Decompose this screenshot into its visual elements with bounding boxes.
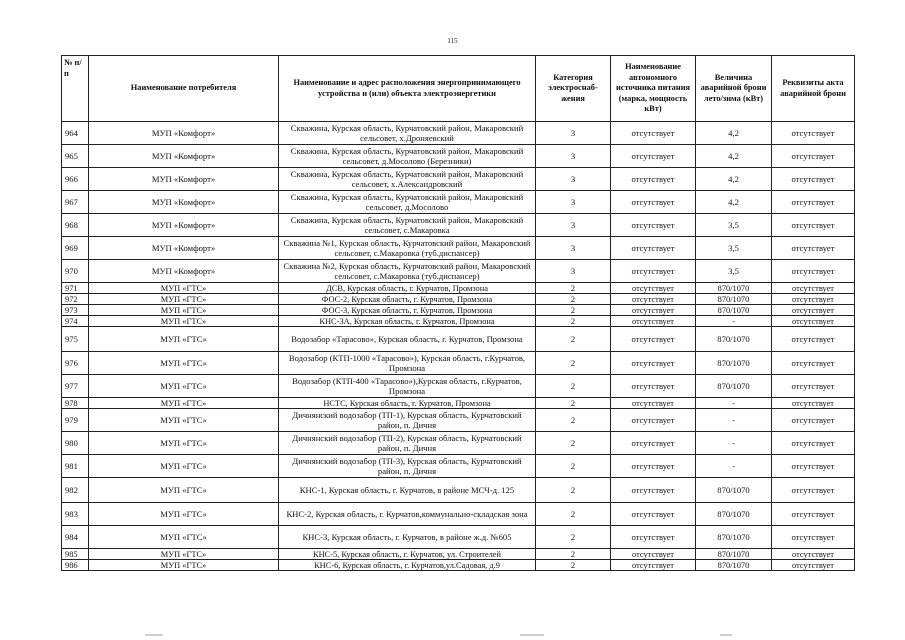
reserve-value: 870/1070 bbox=[696, 294, 772, 305]
supply-category: 2 bbox=[536, 283, 611, 294]
autonomous-source: отсутствует bbox=[611, 214, 696, 237]
reserve-value: 3,5 bbox=[696, 237, 772, 260]
table-row bbox=[62, 478, 855, 503]
table-header bbox=[62, 56, 855, 122]
row-number: 973 bbox=[62, 305, 89, 316]
autonomous-source: отсутствует bbox=[611, 305, 696, 316]
reserve-act: отсутствует bbox=[772, 327, 855, 352]
consumer-name: МУП «ГТС» bbox=[89, 352, 279, 375]
table-row bbox=[62, 168, 855, 191]
object-address: Скважина, Курская область, Курчатовский район, Макаровский сельсовет, х.Дроняевский bbox=[279, 122, 536, 145]
row-number: 980 bbox=[62, 432, 89, 455]
row-number: 974 bbox=[62, 316, 89, 327]
autonomous-source: отсутствует bbox=[611, 455, 696, 478]
reserve-act: отсутствует bbox=[772, 478, 855, 503]
autonomous-source: отсутствует bbox=[611, 526, 696, 549]
row-number: 971 bbox=[62, 283, 89, 294]
autonomous-source: отсутствует bbox=[611, 145, 696, 168]
row-number: 970 bbox=[62, 260, 89, 283]
autonomous-source: отсутствует bbox=[611, 503, 696, 526]
reserve-value: - bbox=[696, 409, 772, 432]
table-row bbox=[62, 352, 855, 375]
reserve-value: 870/1070 bbox=[696, 327, 772, 352]
consumer-name: МУП «ГТС» bbox=[89, 503, 279, 526]
table-row bbox=[62, 398, 855, 409]
row-number: 968 bbox=[62, 214, 89, 237]
supply-category: 3 bbox=[536, 260, 611, 283]
object-address: КНС-2, Курская область, г. Курчатов,коммунально-складская зона bbox=[279, 503, 536, 526]
object-address: Дичнянский водозабор (ТП-2), Курская область, Курчатовский район, п. Дичня bbox=[279, 432, 536, 455]
reserve-value: - bbox=[696, 432, 772, 455]
consumer-name: МУП «ГТС» bbox=[89, 549, 279, 560]
supply-category: 2 bbox=[536, 478, 611, 503]
consumer-name: МУП «ГТС» bbox=[89, 283, 279, 294]
row-number: 966 bbox=[62, 168, 89, 191]
supply-category: 2 bbox=[536, 294, 611, 305]
object-address: Водозабор (КТП-1000 «Тарасово»), Курская область, г.Курчатов, Промзона bbox=[279, 352, 536, 375]
consumer-name: МУП «ГТС» bbox=[89, 294, 279, 305]
reserve-act: отсутствует bbox=[772, 294, 855, 305]
consumer-name: МУП «ГТС» bbox=[89, 375, 279, 398]
reserve-act: отсутствует bbox=[772, 237, 855, 260]
row-number: 984 bbox=[62, 526, 89, 549]
supply-category: 3 bbox=[536, 191, 611, 214]
reserve-act: отсутствует bbox=[772, 455, 855, 478]
autonomous-source: отсутствует bbox=[611, 549, 696, 560]
consumer-name: МУП «ГТС» bbox=[89, 305, 279, 316]
object-address: ФОС-3, Курская область, г. Курчатов, Промзона bbox=[279, 305, 536, 316]
supply-category: 2 bbox=[536, 305, 611, 316]
header-reserve: Величина аварийной брони лето/зима (кВт) bbox=[696, 56, 772, 122]
reserve-value: 870/1070 bbox=[696, 560, 772, 571]
object-address: Водозабор «Тарасово», Курская область, г. Курчатов, Промзона bbox=[279, 327, 536, 352]
supply-category: 2 bbox=[536, 432, 611, 455]
consumer-name: МУП «Комфорт» bbox=[89, 168, 279, 191]
table-row bbox=[62, 237, 855, 260]
supply-category: 2 bbox=[536, 560, 611, 571]
object-address: Скважина №2, Курская область, Курчатовский район, Макаровский сельсовет, с.Макаровка (туб.диспансер) bbox=[279, 260, 536, 283]
object-address: ДСВ, Курская область, г. Курчатов, Промзона bbox=[279, 283, 536, 294]
row-number: 982 bbox=[62, 478, 89, 503]
table-row bbox=[62, 214, 855, 237]
supply-category: 2 bbox=[536, 375, 611, 398]
object-address: Дичнянский водозабор (ТП-1), Курская область, Курчатовский район, п. Дичня bbox=[279, 409, 536, 432]
object-address: Скважина, Курская область, Курчатовский район, Макаровский сельсовет, д.Мосолово bbox=[279, 191, 536, 214]
consumer-name: МУП «Комфорт» bbox=[89, 260, 279, 283]
reserve-value: 870/1070 bbox=[696, 526, 772, 549]
table-row bbox=[62, 145, 855, 168]
consumer-name: МУП «ГТС» bbox=[89, 409, 279, 432]
consumer-name: МУП «Комфорт» bbox=[89, 191, 279, 214]
table-row bbox=[62, 455, 855, 478]
table-row bbox=[62, 191, 855, 214]
scan-mark bbox=[720, 634, 732, 636]
reserve-value: 870/1070 bbox=[696, 375, 772, 398]
consumer-name: МУП «ГТС» bbox=[89, 455, 279, 478]
table-row bbox=[62, 560, 855, 571]
table-row bbox=[62, 526, 855, 549]
row-number: 979 bbox=[62, 409, 89, 432]
header-act: Реквизиты акта аварийной брони bbox=[772, 56, 855, 122]
header-category: Категория электроснаб-жения bbox=[536, 56, 611, 122]
reserve-value: 3,5 bbox=[696, 260, 772, 283]
reserve-act: отсутствует bbox=[772, 503, 855, 526]
reserve-value: 870/1070 bbox=[696, 503, 772, 526]
consumer-name: МУП «ГТС» bbox=[89, 432, 279, 455]
consumer-name: МУП «ГТС» bbox=[89, 526, 279, 549]
table-row bbox=[62, 375, 855, 398]
autonomous-source: отсутствует bbox=[611, 398, 696, 409]
supply-category: 2 bbox=[536, 352, 611, 375]
consumer-name: МУП «ГТС» bbox=[89, 560, 279, 571]
supply-category: 2 bbox=[536, 327, 611, 352]
supply-category: 3 bbox=[536, 237, 611, 260]
object-address: Водозабор (КТП-400 «Тарасово»),Курская область, г.Курчатов, Промзона bbox=[279, 375, 536, 398]
autonomous-source: отсутствует bbox=[611, 316, 696, 327]
row-number: 975 bbox=[62, 327, 89, 352]
supply-category: 2 bbox=[536, 549, 611, 560]
reserve-value: 870/1070 bbox=[696, 283, 772, 294]
table-body bbox=[62, 122, 855, 571]
reserve-act: отсутствует bbox=[772, 122, 855, 145]
reserve-value: 4,2 bbox=[696, 191, 772, 214]
reserve-act: отсутствует bbox=[772, 526, 855, 549]
row-number: 965 bbox=[62, 145, 89, 168]
consumer-name: МУП «ГТС» bbox=[89, 398, 279, 409]
row-number: 983 bbox=[62, 503, 89, 526]
row-number: 981 bbox=[62, 455, 89, 478]
reserve-act: отсутствует bbox=[772, 560, 855, 571]
consumer-name: МУП «Комфорт» bbox=[89, 122, 279, 145]
object-address: КНС-6, Курская область, г. Курчатов,ул.Садовая, д.9 bbox=[279, 560, 536, 571]
table-row bbox=[62, 305, 855, 316]
reserve-value: 4,2 bbox=[696, 145, 772, 168]
table-row bbox=[62, 549, 855, 560]
reserve-value: 4,2 bbox=[696, 168, 772, 191]
row-number: 977 bbox=[62, 375, 89, 398]
reserve-act: отсутствует bbox=[772, 409, 855, 432]
table-row bbox=[62, 327, 855, 352]
object-address: КНС-1, Курская область, г. Курчатов, в районе МСЧ-д. 125 bbox=[279, 478, 536, 503]
autonomous-source: отсутствует bbox=[611, 352, 696, 375]
supply-category: 3 bbox=[536, 168, 611, 191]
table-row bbox=[62, 432, 855, 455]
row-number: 978 bbox=[62, 398, 89, 409]
header-source: Наименование автономного источника питания (марка, мощность кВт) bbox=[611, 56, 696, 122]
autonomous-source: отсутствует bbox=[611, 237, 696, 260]
reserve-act: отсутствует bbox=[772, 316, 855, 327]
autonomous-source: отсутствует bbox=[611, 560, 696, 571]
reserve-act: отсутствует bbox=[772, 398, 855, 409]
table-row bbox=[62, 503, 855, 526]
table-row bbox=[62, 294, 855, 305]
autonomous-source: отсутствует bbox=[611, 168, 696, 191]
reserve-act: отсутствует bbox=[772, 352, 855, 375]
supply-category: 3 bbox=[536, 122, 611, 145]
consumer-name: МУП «ГТС» bbox=[89, 327, 279, 352]
scan-mark bbox=[520, 634, 544, 636]
autonomous-source: отсутствует bbox=[611, 294, 696, 305]
reserve-value: 870/1070 bbox=[696, 352, 772, 375]
autonomous-source: отсутствует bbox=[611, 260, 696, 283]
supply-category: 2 bbox=[536, 409, 611, 432]
scan-mark bbox=[145, 634, 163, 636]
reserve-act: отсутствует bbox=[772, 549, 855, 560]
supply-category: 3 bbox=[536, 214, 611, 237]
autonomous-source: отсутствует bbox=[611, 122, 696, 145]
reserve-value: 870/1070 bbox=[696, 549, 772, 560]
reserve-act: отсутствует bbox=[772, 145, 855, 168]
supply-category: 2 bbox=[536, 526, 611, 549]
object-address: Скважина №1, Курская область, Курчатовский район, Макаровский сельсовет, с.Макаровка (туб.диспансер) bbox=[279, 237, 536, 260]
autonomous-source: отсутствует bbox=[611, 283, 696, 294]
table-row bbox=[62, 409, 855, 432]
reserve-value: - bbox=[696, 398, 772, 409]
reserve-value: - bbox=[696, 455, 772, 478]
table-row bbox=[62, 122, 855, 145]
table-row bbox=[62, 260, 855, 283]
reserve-act: отсутствует bbox=[772, 375, 855, 398]
consumer-name: МУП «ГТС» bbox=[89, 316, 279, 327]
reserve-value: 870/1070 bbox=[696, 305, 772, 316]
autonomous-source: отсутствует bbox=[611, 432, 696, 455]
reserve-act: отсутствует bbox=[772, 260, 855, 283]
autonomous-source: отсутствует bbox=[611, 409, 696, 432]
energy-reserve-table bbox=[61, 55, 855, 571]
autonomous-source: отсутствует bbox=[611, 375, 696, 398]
table-row bbox=[62, 283, 855, 294]
table-row bbox=[62, 316, 855, 327]
consumer-name: МУП «Комфорт» bbox=[89, 214, 279, 237]
object-address: Скважина, Курская область, Курчатовский район, Макаровский сельсовет, х.Александровский bbox=[279, 168, 536, 191]
row-number: 967 bbox=[62, 191, 89, 214]
autonomous-source: отсутствует bbox=[611, 327, 696, 352]
row-number: 976 bbox=[62, 352, 89, 375]
header-address: Наименование и адрес расположения энергопринимающего устройства и (или) объекта электроэнергетики bbox=[279, 56, 536, 122]
reserve-act: отсутствует bbox=[772, 191, 855, 214]
row-number: 986 bbox=[62, 560, 89, 571]
reserve-act: отсутствует bbox=[772, 432, 855, 455]
header-consumer: Наименование потребителя bbox=[89, 56, 279, 122]
reserve-value: 870/1070 bbox=[696, 478, 772, 503]
object-address: КНС-3, Курская область, г. Курчатов, в районе ж.д. №605 bbox=[279, 526, 536, 549]
supply-category: 2 bbox=[536, 398, 611, 409]
autonomous-source: отсутствует bbox=[611, 191, 696, 214]
object-address: Дичнянский водозабор (ТП-3), Курская область, Курчатовский район, п. Дичня bbox=[279, 455, 536, 478]
reserve-value: - bbox=[696, 316, 772, 327]
reserve-act: отсутствует bbox=[772, 168, 855, 191]
page-number: 115 bbox=[447, 37, 458, 45]
reserve-act: отсутствует bbox=[772, 283, 855, 294]
consumer-name: МУП «Комфорт» bbox=[89, 145, 279, 168]
autonomous-source: отсутствует bbox=[611, 478, 696, 503]
object-address: Скважина, Курская область, Курчатовский район, Макаровский сельсовет, с.Макаровка bbox=[279, 214, 536, 237]
supply-category: 3 bbox=[536, 145, 611, 168]
supply-category: 2 bbox=[536, 316, 611, 327]
row-number: 964 bbox=[62, 122, 89, 145]
supply-category: 2 bbox=[536, 455, 611, 478]
reserve-value: 3,5 bbox=[696, 214, 772, 237]
consumer-name: МУП «ГТС» bbox=[89, 478, 279, 503]
object-address: ФОС-2, Курская область, г. Курчатов, Промзона bbox=[279, 294, 536, 305]
object-address: Скважина, Курская область, Курчатовский район, Макаровский сельсовет, д.Мосолово (Березники) bbox=[279, 145, 536, 168]
object-address: КНС-5, Курская область, г. Курчатов, ул. Строителей bbox=[279, 549, 536, 560]
supply-category: 2 bbox=[536, 503, 611, 526]
reserve-act: отсутствует bbox=[772, 214, 855, 237]
object-address: КНС-3А, Курская область, г. Курчатов, Промзона bbox=[279, 316, 536, 327]
object-address: НСТС, Курская область, г. Курчатов, Промзона bbox=[279, 398, 536, 409]
consumer-name: МУП «Комфорт» bbox=[89, 237, 279, 260]
row-number: 985 bbox=[62, 549, 89, 560]
reserve-act: отсутствует bbox=[772, 305, 855, 316]
header-num: № п/п bbox=[62, 56, 89, 122]
row-number: 969 bbox=[62, 237, 89, 260]
row-number: 972 bbox=[62, 294, 89, 305]
reserve-value: 4,2 bbox=[696, 122, 772, 145]
